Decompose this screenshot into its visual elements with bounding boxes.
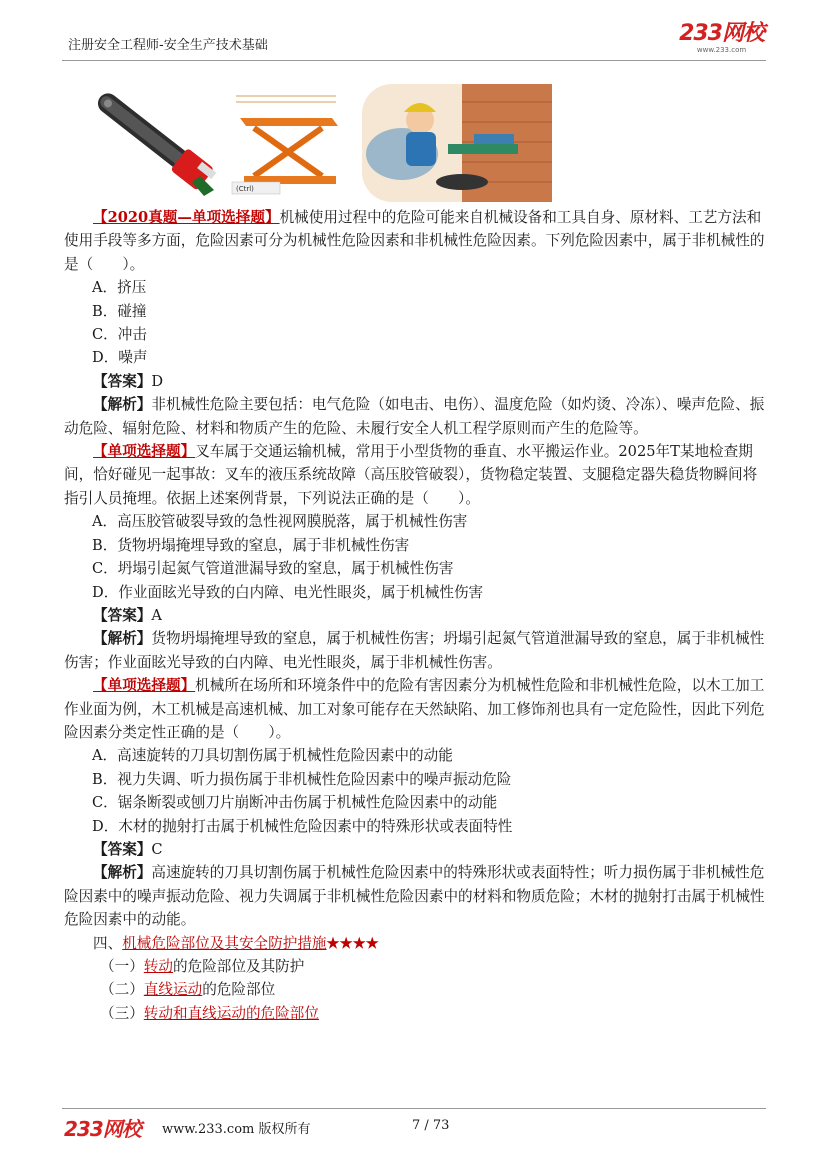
page-header [62,21,766,61]
q2-option-b: B．货物坍塌掩埋导致的窒息，属于非机械性伤害 [92,536,410,554]
illustration-strip [92,84,562,202]
q3-option-a: A．高速旋转的刀具切割伤属于机械性危险因素中的动能 [92,747,453,765]
page-number: 7 / 73 [412,1118,450,1133]
q3-analysis [64,861,768,931]
q3-tag[interactable]: 【单项选择题】 [93,677,196,695]
logo-url: www.233.com [696,46,747,54]
footer-copyright: www.233.com 版权所有 [162,1122,311,1137]
q1-answer-label: 【答案】 [93,372,152,390]
q3-option-d: D．木材的抛射打击属于机械性危险因素中的特殊形状或表面特性 [92,817,513,835]
section-4-prefix: 四、 [93,934,123,952]
q3-analysis-text: 高速旋转的刀具切割伤属于机械性危险因素中的特殊形状或表面特性；听力损伤属于非机械性危险因素中的噪声振动危险、视力失调属于非机械性危险因素中的材料和物质危险；木材的抛射打击属于机械性危险因素中的动能。 [64,864,765,929]
section-4-item-1 [64,955,768,978]
q1-answer-value: D [151,372,164,390]
q2-stem-text: 叉车属于交通运输机械，常用于小型货物的垂直、水平搬运作业。2025年T某地检查期间，恰好碰见一起事故：叉车的液压系统故障（高压胶管破裂），货物稳定装置、支腿稳定器失稳货物瞬间将指引人员掩埋。依据上述案例背景，下列说法正确的是（ ）。 [64,443,758,507]
ctrl-label: (Ctrl) [236,185,254,193]
q1-option-b: B．碰撞 [92,302,147,320]
footer-logo[interactable]: 233网校 [64,1117,141,1141]
q2-option-d: D．作业面眩光导致的白内障、电光性眼炎，属于机械性伤害 [92,583,484,601]
q2-tag[interactable]: 【单项选择题】 [93,443,196,461]
q3-answer-label: 【答案】 [93,840,152,858]
q1-stem-text: 机械使用过程中的危险可能来自机械设备和工具自身、原材料、工艺方法和使用手段等多方面，危险因素可分为机械性危险因素和非机械性危险因素。下列危险因素中，属于非机械性的是（ ）。 [64,209,765,273]
q3-option-c: C．锯条断裂或刨刀片崩断冲击伤属于机械性危险因素中的动能 [92,794,498,812]
q1-option-d: D．噪声 [92,349,148,367]
item-key[interactable]: 转动 [143,958,173,975]
item-rest: 的危险部位及其防护 [173,958,305,975]
q3-stem [64,674,768,744]
page-footer [62,1108,766,1139]
q2-option-a: A．高压胶管破裂导致的急性视网膜脱落，属于机械性伤害 [92,513,468,531]
q1-option-a: A．挤压 [92,279,147,297]
item-rest: 的危险部位 [202,981,276,999]
section-4-item-3 [64,1002,768,1025]
q2-analysis-label: 【解析】 [93,630,152,648]
section-4-heading [64,932,768,955]
q3-analysis-label: 【解析】 [93,864,152,882]
logo-text: 233网校 [679,21,764,46]
q1-answer [64,370,768,393]
worker-cartoon [362,84,552,202]
header-title: 注册安全工程师-安全生产技术基础 [68,38,268,53]
lift-table-diagram [226,84,350,202]
q3-answer-value: C [151,840,163,858]
q1-analysis-label: 【解析】 [93,396,152,414]
section-4-stars: ★★★★ [326,934,379,952]
q1-stem [64,206,768,276]
q2-analysis [64,627,768,674]
item-num: （二） [100,981,144,999]
q1-analysis [64,393,768,440]
item-num: （一） [100,958,144,975]
q2-option-c: C．坍塌引起氮气管道泄漏导致的窒息，属于机械性伤害 [92,560,454,578]
q3-answer [64,838,768,861]
chainsaw-illustration [92,84,222,202]
q2-analysis-text: 货物坍塌掩埋导致的窒息，属于机械性伤害；坍塌引起氮气管道泄漏导致的窒息，属于非机械性伤害；作业面眩光导致的白内障、电光性眼炎，属于非机械性伤害。 [64,630,765,671]
section-4-title[interactable]: 机械危险部位及其安全防护措施 [122,934,327,952]
q2-answer-label: 【答案】 [93,606,152,624]
q2-answer [64,604,768,627]
question-content [64,206,768,1025]
section-4-item-2 [64,978,768,1001]
item-key[interactable]: 直线运动 [143,981,203,999]
item-num: （三） [100,1004,144,1022]
q2-answer-value: A [151,606,162,624]
q1-tag[interactable]: 【2020真题—单项选择题】 [93,209,280,226]
q1-option-c: C．冲击 [92,326,147,344]
q2-stem [64,440,768,510]
q1-analysis-text: 非机械性危险主要包括：电气危险（如电击、电伤）、温度危险（如灼烫、冷冻）、噪声危险、振动危险、辐射危险、材料和物质产生的危险、未履行安全人机工程学原则而产生的危险等。 [64,396,765,437]
q3-option-b: B．视力失调、听力损伤属于非机械性危险因素中的噪声振动危险 [92,770,512,788]
item-key[interactable]: 转动和直线运动的危险部位 [143,1004,319,1022]
q3-stem-text: 机械所在场所和环境条件中的危险有害因素分为机械性危险和非机械性危险，以木工加工作业面为例，木工机械是高速机械、加工对象可能存在天然缺陷、加工修饰剂也具有一定危险性，因此下列危险因素分类定性正确的是（ ）。 [64,677,765,741]
brand-logo[interactable] [679,22,764,54]
